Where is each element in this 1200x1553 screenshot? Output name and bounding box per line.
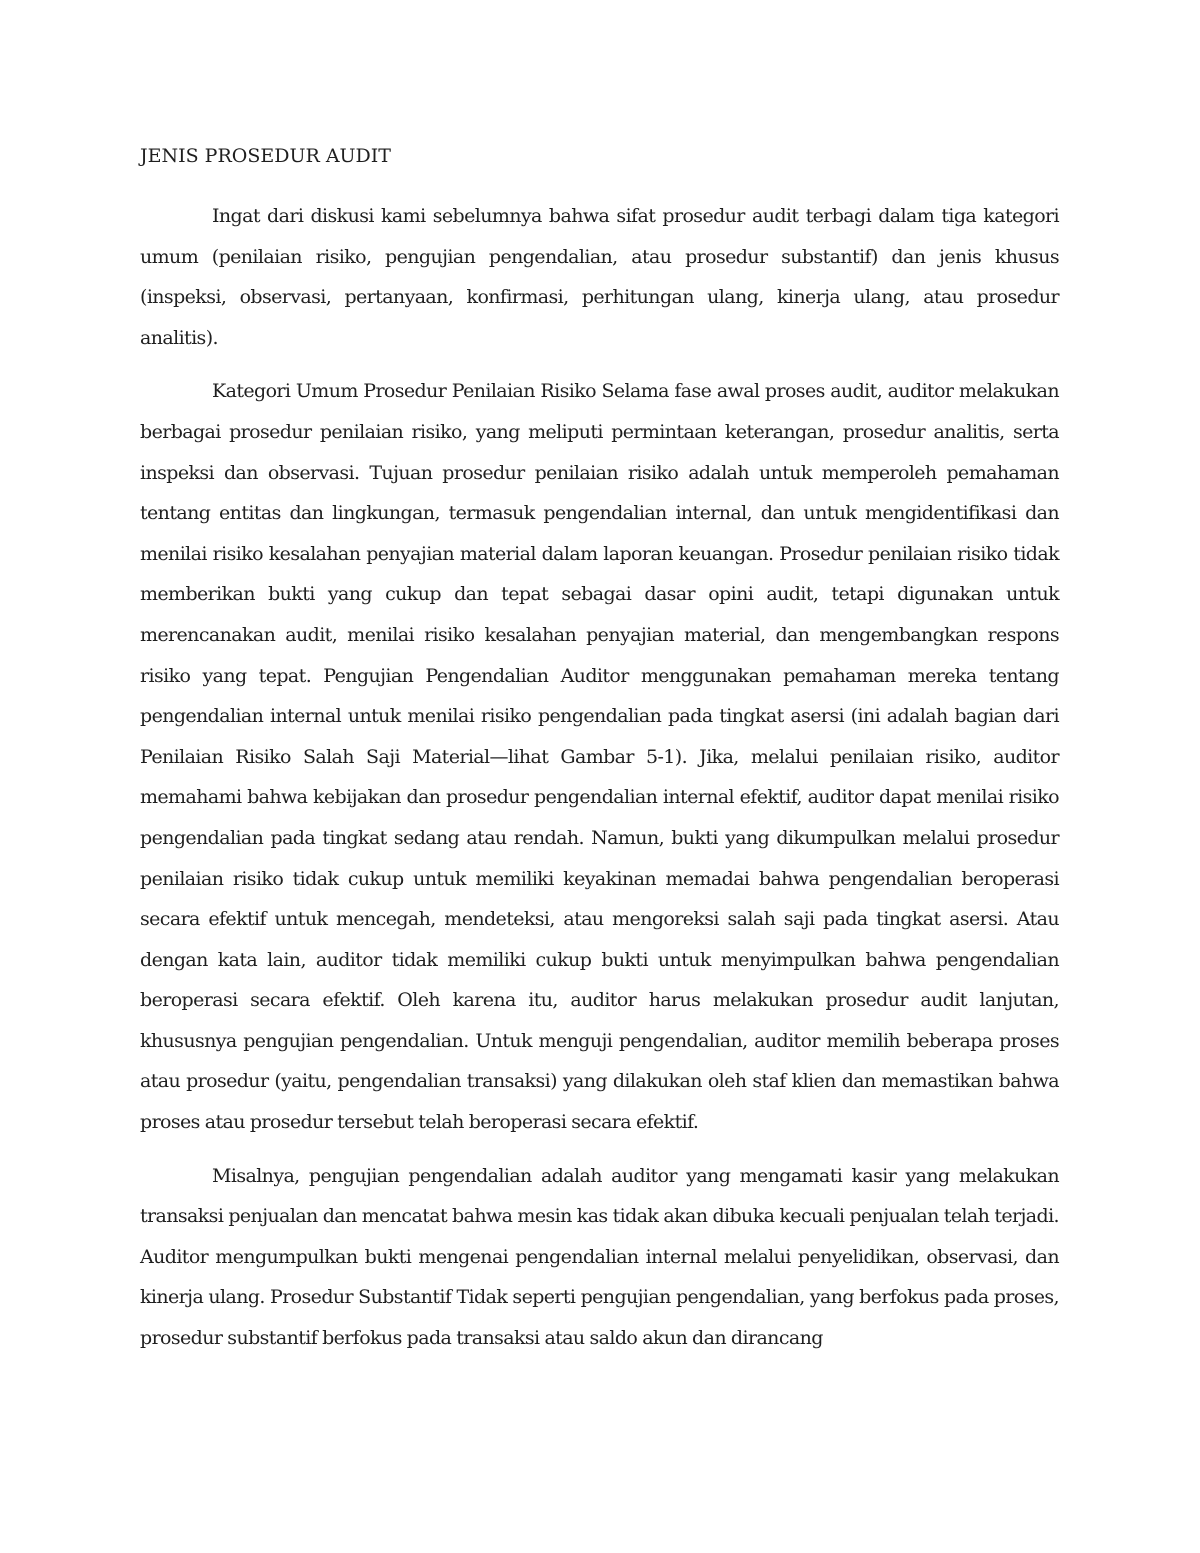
paragraph-example-and-substantive-procedures: Misalnya, pengujian pengendalian adalah auditor yang mengamati kasir yang melakukan transaksi penjualan dan mencatat bahwa mesin kas tidak akan dibuka kecuali penjualan telah terjadi. Auditor mengumpulkan bukti mengenai pengendalian internal melalui penyelidikan, observasi, dan kinerja ulang. Prosedur Substantif Tidak seperti pengujian pengendalian, yang berfokus pada proses, prosedur substantif berfokus pada transaksi atau saldo akun dan dirancang [140,1164,1059,1350]
document-body [140,141,1059,1359]
paragraph-prosedur-audit-categories: Ingat dari diskusi kami sebelumnya bahwa sifat prosedur audit terbagi dalam tiga kategori umum (penilaian risiko, pengujian pengendalian, atau prosedur substantif) dan jenis khusus (inspeksi, observasi, pertanyaan, konfirmasi, perhitungan ulang, kinerja ulang, atau prosedur analitis). [140,205,1059,349]
document-title: JENIS PROSEDUR AUDIT [140,145,391,167]
paragraph-risk-assessment-and-tests-of-controls: Kategori Umum Prosedur Penilaian Risiko Selama fase awal proses audit, auditor melakukan berbagai prosedur penilaian risiko, yang meliputi permintaan keterangan, prosedur analitis, serta inspeksi dan observasi. Tujuan prosedur penilaian risiko adalah untuk memperoleh pemahaman tentang entitas dan lingkungan, termasuk pengendalian internal, dan untuk mengidentifikasi dan menilai risiko kesalahan penyajian material dalam laporan keuangan. Prosedur penilaian risiko tidak memberikan bukti yang cukup dan tepat sebagai dasar opini audit, tetapi digunakan untuk merencanakan audit, menilai risiko kesalahan penyajian material, dan mengembangkan respons risiko yang tepat. Pengujian Pengendalian Auditor menggunakan pemahaman mereka tentang pengendalian internal untuk menilai risiko pengendalian pada tingkat asersi (ini adalah bagian dari Penilaian Risiko Salah Saji Material—lihat Gambar 5-1). Jika, melalui penilaian risiko, auditor memahami bahwa kebijakan dan prosedur pengendalian internal efektif, auditor dapat menilai risiko pengendalian pada tingkat sedang atau rendah. Namun, bukti yang dikumpulkan melalui prosedur penilaian risiko tidak cukup untuk memiliki keyakinan memadai bahwa pengendalian beroperasi secara efektif untuk mencegah, mendeteksi, atau mengoreksi salah saji pada tingkat asersi. Atau dengan kata lain, auditor tidak memiliki cukup bukti untuk menyimpulkan bahwa pengendalian beroperasi secara efektif. Oleh karena itu, auditor harus melakukan prosedur audit lanjutan, khususnya pengujian pengendalian. Untuk menguji pengendalian, auditor memilih beberapa proses atau prosedur (yaitu, pengendalian transaksi) yang dilakukan oleh staf klien dan memastikan bahwa proses atau prosedur tersebut telah beroperasi secara efektif. [140,380,1059,1134]
